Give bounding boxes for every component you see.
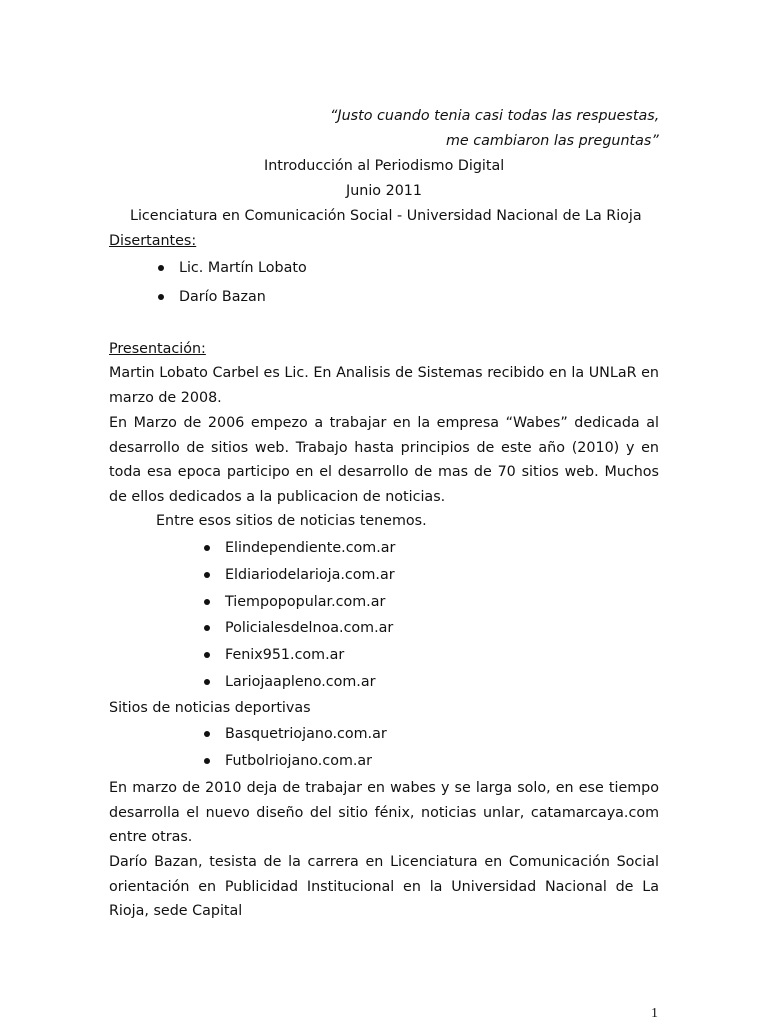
quote-line-2: me cambiaron las preguntas” (446, 133, 659, 149)
list-item: Policialesdelnoa.com.ar (225, 618, 395, 645)
list-item: Tiempopopular.com.ar (225, 592, 395, 619)
list-item: Futbolriojano.com.ar (225, 751, 387, 778)
speakers-list (179, 258, 307, 314)
list-item: Eldiariodelarioja.com.ar (225, 565, 395, 592)
page-number: 1 (651, 1006, 658, 1021)
paragraph-1: Martin Lobato Carbel es Lic. En Analisis de Sistemas recibido en la UNLaR en marzo de 2008. (109, 365, 659, 406)
list-item: Darío Bazan (179, 287, 307, 314)
list-item: Lariojaapleno.com.ar (225, 672, 395, 699)
paragraph-4: Darío Bazan, tesista de la carrera en Licenciatura en Comunicación Social orientación en Publicidad Institucional en la Universidad Nacional de La Rioja, sede Capital (109, 854, 659, 920)
document-date: Junio 2011 (346, 183, 422, 199)
paragraph-3: En marzo de 2010 deja de trabajar en wabes y se larga solo, en ese tiempo desarrolla el nuevo diseño del sitio fénix, noticias unlar, catamarcaya.com entre otras. (109, 780, 659, 846)
presentation-heading: Presentación: (109, 341, 206, 357)
speakers-heading: Disertantes: (109, 233, 197, 249)
paragraph-2: En Marzo de 2006 empezo a trabajar en la empresa “Wabes” dedicada al desarrollo de sitios web. Trabajo hasta principios de este año (2010) y en toda esa epoca participo en el desarrollo de mas de 70 sitios web. Muchos de ellos dedicados a la publicacion de noticias. (109, 415, 659, 505)
list-item: Basquetriojano.com.ar (225, 724, 387, 751)
list-item: Elindependiente.com.ar (225, 538, 395, 565)
list-item: Fenix951.com.ar (225, 645, 395, 672)
news-sites-list (225, 538, 395, 699)
news-sites-intro: Entre esos sitios de noticias tenemos. (156, 513, 427, 529)
sports-sites-list (225, 724, 387, 778)
course-title: Introducción al Periodismo Digital (264, 158, 505, 174)
institution-line: Licenciatura en Comunicación Social - Universidad Nacional de La Rioja (130, 208, 642, 224)
list-item: Lic. Martín Lobato (179, 258, 307, 287)
quote-line-1: “Justo cuando tenia casi todas las respuestas, (330, 108, 660, 124)
sports-sites-intro: Sitios de noticias deportivas (109, 700, 311, 716)
